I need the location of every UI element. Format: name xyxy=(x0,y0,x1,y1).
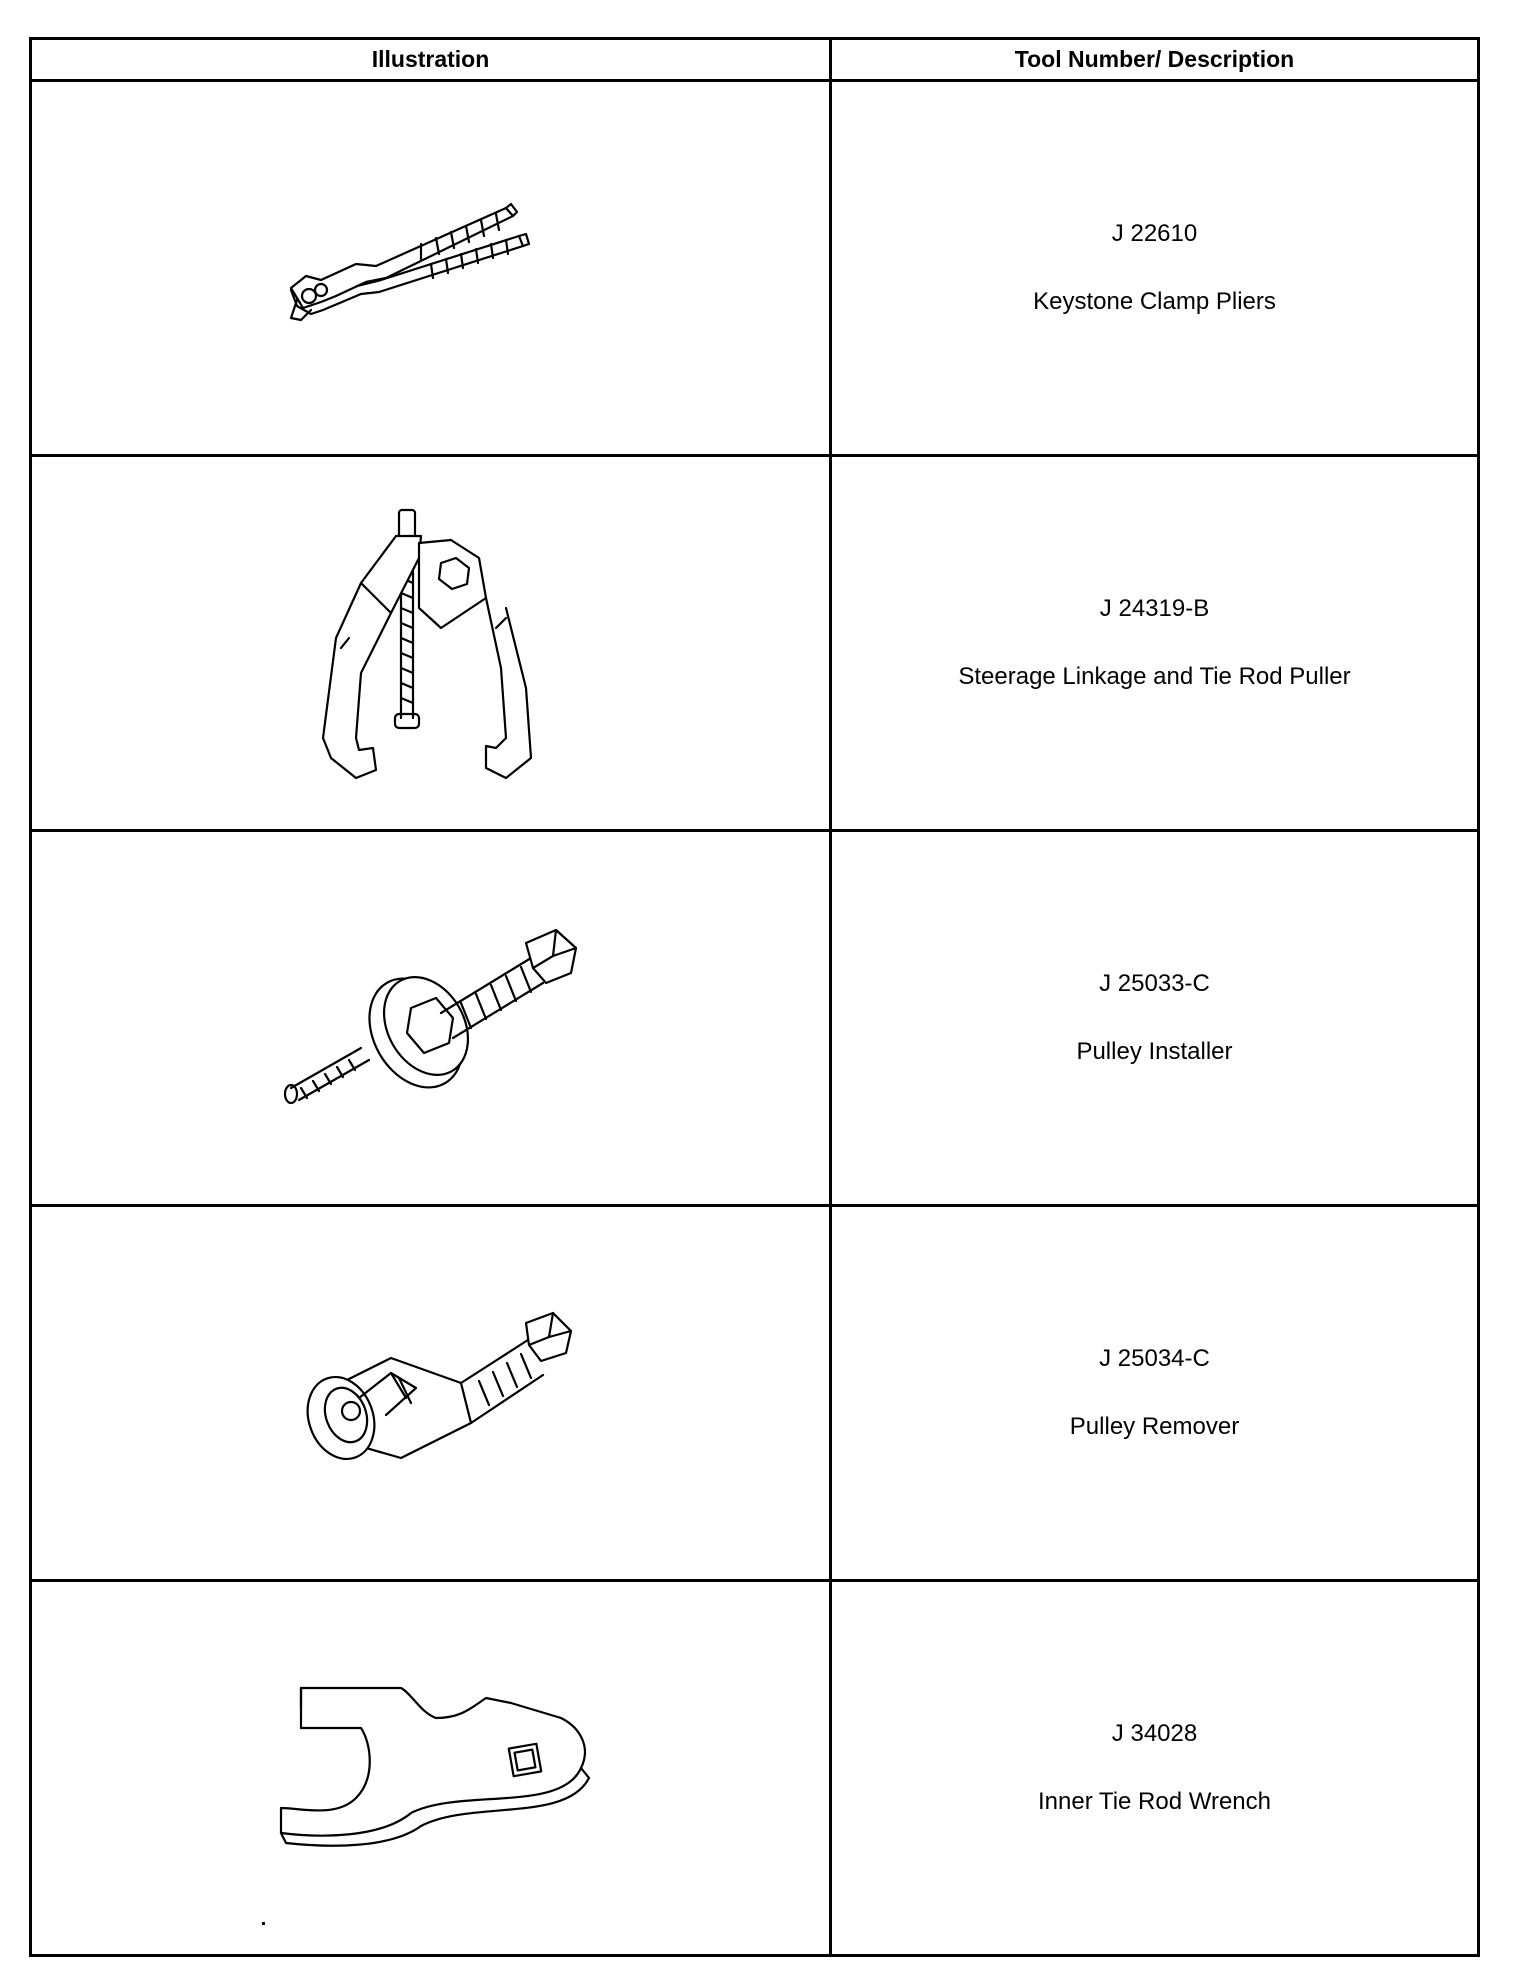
table-row xyxy=(31,1206,1479,1581)
illustration-cell xyxy=(31,456,831,831)
illustration-cell xyxy=(31,831,831,1206)
illustration-cell xyxy=(31,1581,831,1956)
tool-number: J 22610 xyxy=(1111,220,1198,247)
table-row xyxy=(31,1581,1479,1956)
inner-tie-rod-wrench-icon xyxy=(261,1658,601,1878)
keystone-clamp-pliers-icon xyxy=(261,168,601,368)
table-row xyxy=(31,81,1479,456)
description-cell xyxy=(831,1206,1479,1581)
pulley-remover-icon xyxy=(281,1293,581,1493)
description-cell xyxy=(831,1581,1479,1956)
tool-description: Pulley Installer xyxy=(1076,1038,1233,1065)
stray-dot xyxy=(262,1922,265,1925)
tool-number: J 34028 xyxy=(1111,1720,1198,1747)
description-cell xyxy=(831,831,1479,1206)
table-row xyxy=(31,456,1479,831)
pulley-installer-icon xyxy=(271,918,591,1118)
tool-description: Pulley Remover xyxy=(1069,1413,1240,1440)
tool-number: J 25033-C xyxy=(1099,970,1210,997)
table-header-row xyxy=(31,39,1479,81)
illustration-cell xyxy=(31,81,831,456)
tool-number: J 24319-B xyxy=(1099,595,1210,622)
description-cell xyxy=(831,456,1479,831)
table-row xyxy=(31,831,1479,1206)
header-tool-number-description: Tool Number/ Description xyxy=(831,39,1479,81)
tool-description: Steerage Linkage and Tie Rod Puller xyxy=(958,663,1351,690)
tool-description: Keystone Clamp Pliers xyxy=(1033,288,1276,315)
tool-number: J 25034-C xyxy=(1099,1345,1210,1372)
tool-description: Inner Tie Rod Wrench xyxy=(1037,1788,1271,1815)
illustration-cell xyxy=(31,1206,831,1581)
tie-rod-puller-icon xyxy=(301,488,561,798)
header-illustration: Illustration xyxy=(31,39,831,81)
description-cell xyxy=(831,81,1479,456)
special-tools-table xyxy=(29,37,1480,1957)
